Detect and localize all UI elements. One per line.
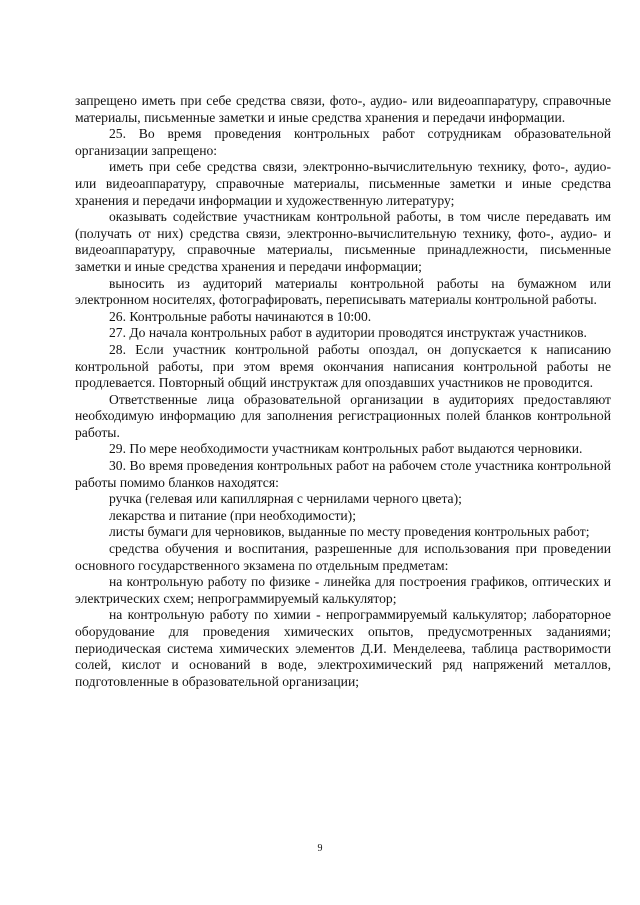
- paragraph: иметь при себе средства связи, электронно-вычислительную технику, фото-, аудио- или видеоаппаратуру, справочные материалы, письменные заметки и иные средства хранения и передачи информации и художественную литературу;: [75, 159, 611, 208]
- paragraph: запрещено иметь при себе средства связи, фото-, аудио- или видеоаппаратуру, справочные материалы, письменные заметки и иные средства хранения и передачи информации.: [75, 93, 611, 125]
- paragraph: 25. Во время проведения контрольных работ сотрудникам образовательной организации запрещено:: [75, 126, 611, 158]
- paragraph: 28. Если участник контрольной работы опоздал, он допускается к написанию контрольной работы, при этом время окончания написания контрольной работы не продлевается. Повторный общий инструктаж для опоздавших участников не проводится.: [75, 341, 611, 391]
- paragraph: средства обучения и воспитания, разрешенные для использования при проведении основного государственного экзамена по отдельным предметам:: [75, 541, 611, 573]
- paragraph: оказывать содействие участникам контрольной работы, в том числе передавать им (получать от них) средства связи, электронно-вычислительную технику, фото-, аудио- и видеоаппаратуру, справочные материалы, письменные принадлежности, письменные заметки и иные средства хранения и передачи информации;: [75, 209, 611, 274]
- paragraph: на контрольную работу по химии - непрограммируемый калькулятор; лабораторное оборудование для проведения химических опытов, предусмотренных заданиями; периодическая система химических элементов Д.И. Менделеева, таблица растворимости солей, кислот и оснований в воде, электрохимический ряд напряжений металлов, подготовленные в образовательной организации;: [75, 607, 611, 689]
- paragraph: 29. По мере необходимости участникам контрольных работ выдаются черновики.: [109, 441, 583, 457]
- document-body: [75, 93, 611, 690]
- paragraph: выносить из аудиторий материалы контрольной работы на бумажном или электронном носителях, фотографировать, переписывать материалы контрольной работы.: [75, 275, 611, 308]
- page-number: 9: [317, 843, 323, 854]
- paragraph: Ответственные лица образовательной организации в аудиториях предоставляют необходимую информацию для заполнения регистрационных полей бланков контрольной работы.: [75, 391, 611, 440]
- paragraph: 30. Во время проведения контрольных работ на рабочем столе участника контрольной работы помимо бланков находятся:: [75, 458, 611, 490]
- paragraph: лекарства и питание (при необходимости);: [109, 507, 356, 523]
- paragraph: листы бумаги для черновиков, выданные по месту проведения контрольных работ;: [109, 524, 590, 540]
- paragraph: 26. Контрольные работы начинаются в 10:00.: [109, 308, 372, 324]
- paragraph: ручка (гелевая или капиллярная с чернилами черного цвета);: [109, 491, 462, 507]
- paragraph: на контрольную работу по физике - линейка для построения графиков, оптических и электрических схем; непрограммируемый калькулятор;: [75, 574, 611, 606]
- paragraph: 27. До начала контрольных работ в аудитории проводятся инструктаж участников.: [109, 325, 587, 341]
